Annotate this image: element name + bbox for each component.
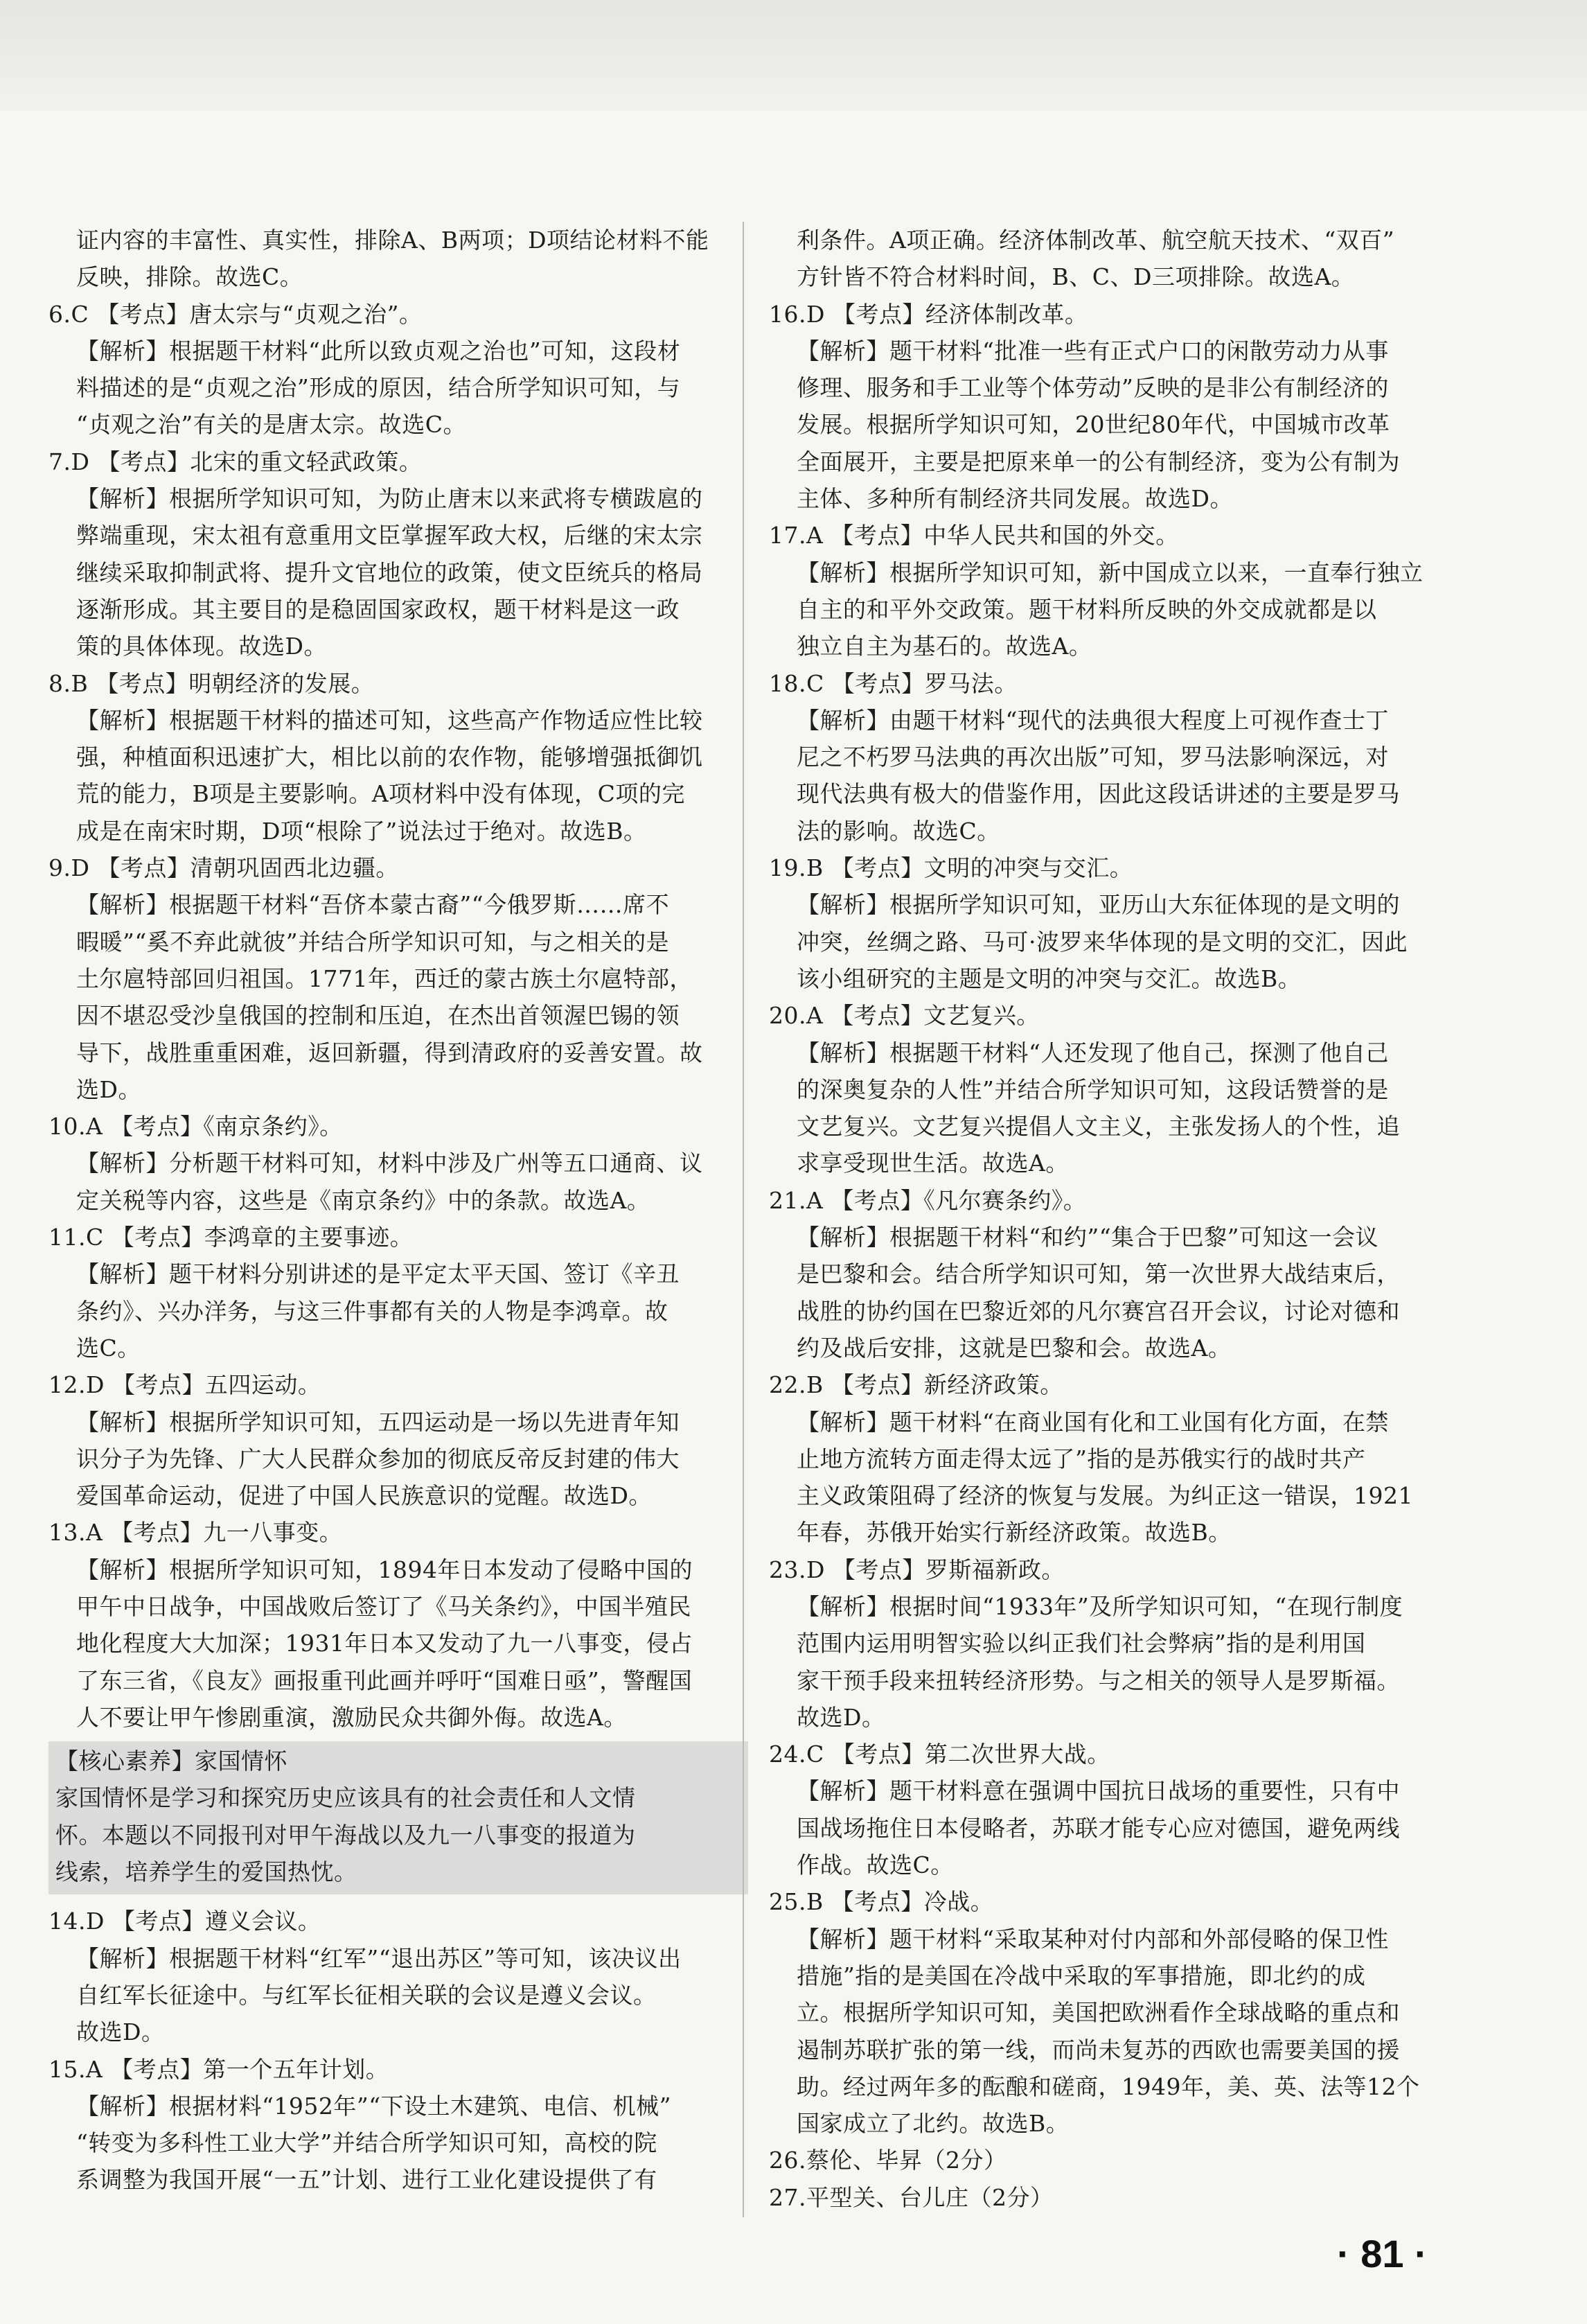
answer-text-line: 遏制苏联扩张的第一线，而尚未复苏的西欧也需要美国的援 xyxy=(797,2036,1400,2063)
answer-heading: 15.A 【考点】第一个五年计划。 xyxy=(48,2055,389,2083)
answer-heading: 24.C 【考点】第二次世界大战。 xyxy=(769,1741,1110,1768)
answer-heading: 22.B 【考点】新经济政策。 xyxy=(769,1371,1063,1399)
core-literacy-text: 家国情怀是学习和探究历史应该具有的社会责任和人文情 xyxy=(55,1784,636,1812)
answer-text-line: 选D。 xyxy=(76,1075,141,1103)
answer-text-line: 止地方流转方面走得太远了”指的是苏俄实行的战时共产 xyxy=(797,1445,1366,1472)
answer-text-line: 故选D。 xyxy=(797,1703,885,1731)
answer-text-line: 该小组研究的主题是文明的冲突与交汇。故选B。 xyxy=(797,965,1302,992)
answer-text-line: 【解析】分析题干材料可知，材料中涉及广州等五口通商、议 xyxy=(76,1150,703,1177)
answer-text-line: 【解析】根据所学知识可知，亚历山大东征体现的是文明的 xyxy=(797,891,1400,919)
answer-heading: 10.A 【考点】《南京条约》。 xyxy=(48,1113,343,1141)
answer-text-line: 现代法典有极大的借鉴作用，因此这段话讲述的主要是罗马 xyxy=(797,780,1400,808)
answer-text-line: 主体、多种所有制经济共同发展。故选D。 xyxy=(797,485,1233,513)
answer-text-line: 条约》、兴办洋务，与这三件事都有关的人物是李鸿章。故 xyxy=(76,1297,668,1325)
answer-text-line: 国家成立了北约。故选B。 xyxy=(797,2110,1070,2138)
right-column xyxy=(769,222,1462,2216)
page-number: · 81 · xyxy=(1337,2232,1428,2275)
answer-text-line: 因不堪忍受沙皇俄国的控制和压迫，在杰出首领渥巴锡的领 xyxy=(76,1002,680,1030)
answer-text-line: 立。根据所学知识可知，美国把欧洲看作全球战略的重点和 xyxy=(797,1999,1400,2027)
answer-heading: 7.D 【考点】北宋的重文轻武政策。 xyxy=(48,448,423,475)
answer-text-line: 【解析】根据所学知识可知，为防止唐末以来武将专横跋扈的 xyxy=(76,485,703,513)
answer-text-line: 助。经过两年多的酝酿和磋商，1949年，美、英、法等12个 xyxy=(797,2072,1420,2100)
core-literacy-text: 怀。本题以不同报刊对甲午海战以及九一八事变的报道为 xyxy=(55,1821,636,1849)
left-column xyxy=(48,222,741,2199)
answer-text-line: 自红军长征途中。与红军长征相关联的会议是遵义会议。 xyxy=(76,1981,657,2009)
answer-text-line: “贞观之治”有关的是唐太宗。故选C。 xyxy=(76,411,466,439)
answer-text-line: 独立自主为基石的。故选A。 xyxy=(797,633,1092,660)
answer-text-line: 识分子为先锋、广大人民群众参加的彻底反帝反封建的伟大 xyxy=(76,1445,680,1472)
answer-text-line: 约及战后安排，这就是巴黎和会。故选A。 xyxy=(797,1334,1232,1362)
answer-text-line: 故选D。 xyxy=(76,2018,165,2046)
answer-heading: 13.A 【考点】九一八事变。 xyxy=(48,1519,343,1547)
answer-text-line: 作战。故选C。 xyxy=(797,1851,954,1879)
answer-text-line: 【解析】根据题干材料“和约”“集合于巴黎”可知这一会议 xyxy=(797,1224,1378,1251)
answer-text-line: 了东三省，《良友》画报重刊此画并呼吁“国难日亟”，警醒国 xyxy=(76,1666,693,1694)
answer-heading: 25.B 【考点】冷战。 xyxy=(769,1888,994,1916)
answer-heading: 16.D 【考点】经济体制改革。 xyxy=(769,300,1088,328)
answer-text-line: 是巴黎和会。结合所学知识可知，第一次世界大战结束后， xyxy=(797,1260,1400,1288)
answer-text-line: 冲突，丝绸之路、马可·波罗来华体现的是文明的交汇，因此 xyxy=(797,928,1408,956)
answer-text-line: 暇暖”“奚不弃此就彼”并结合所学知识可知，与之相关的是 xyxy=(76,928,670,956)
answer-text-line: 自主的和平外交政策。题干材料所反映的外交成就都是以 xyxy=(797,595,1377,623)
answer-text-line: 主义政策阻碍了经济的恢复与发展。为纠正这一错误，1921 xyxy=(797,1482,1413,1510)
answer-text-line: 方针皆不符合材料时间，B、C、D三项排除。故选A。 xyxy=(797,263,1355,291)
answer-text-line: 【解析】根据所学知识可知，五四运动是一场以先进青年知 xyxy=(76,1408,680,1436)
answer-text-line: 【解析】根据所学知识可知，1894年日本发动了侵略中国的 xyxy=(76,1556,693,1583)
page-top-margin xyxy=(0,0,1587,111)
answer-text-line: 【解析】根据题干材料“吾侪本蒙古裔”“今俄罗斯……席不 xyxy=(76,891,670,919)
answer-text-line: 的深奥复杂的人性”并结合所学知识可知，这段话赞誉的是 xyxy=(797,1075,1389,1103)
answer-text-line: 国战场拖住日本侵略者，苏联才能专心应对德国，避免两线 xyxy=(797,1814,1400,1842)
answer-text-line: 全面展开，主要是把原来单一的公有制经济，变为公有制为 xyxy=(797,448,1400,475)
answer-text-line: 爱国革命运动，促进了中国人民族意识的觉醒。故选D。 xyxy=(76,1482,652,1510)
answer-text-line: 【解析】根据时间“1933年”及所学知识可知，“在现行制度 xyxy=(797,1592,1403,1620)
answer-text-line: 人不要让甲午惨剧重演，激励民众共御外侮。故选A。 xyxy=(76,1703,627,1731)
answer-text-line: 荒的能力，B项是主要影响。A项材料中没有体现，C项的完 xyxy=(76,780,685,808)
core-literacy-text: 线索，培养学生的爱国热忱。 xyxy=(55,1858,357,1886)
core-literacy-title: 【核心素养】家国情怀 xyxy=(55,1748,287,1775)
answer-heading: 20.A 【考点】文艺复兴。 xyxy=(769,1002,1040,1030)
answer-text-line: 反映，排除。故选C。 xyxy=(76,263,303,291)
answer-heading: 18.C 【考点】罗马法。 xyxy=(769,669,1018,697)
answer-text-line: 法的影响。故选C。 xyxy=(797,817,1000,845)
answer-text-line: 成是在南宋时期，D项“根除了”说法过于绝对。故选B。 xyxy=(76,817,647,845)
answer-text-line: 【解析】根据题干材料的描述可知，这些高产作物适应性比较 xyxy=(76,706,703,734)
answer-heading: 8.B 【考点】明朝经济的发展。 xyxy=(48,669,375,697)
answer-text-line: 求享受现世生活。故选A。 xyxy=(797,1150,1069,1177)
answer-text-line: 选C。 xyxy=(76,1334,141,1362)
answer-text-line: 【解析】题干材料“采取某种对付内部和外部侵略的保卫性 xyxy=(797,1925,1389,1953)
answer-heading: 23.D 【考点】罗斯福新政。 xyxy=(769,1556,1065,1583)
answer-text-line: 范围内运用明智实验以纠正我们社会弊病”指的是利用国 xyxy=(797,1630,1366,1657)
answer-text-line: 逐渐形成。其主要目的是稳固国家政权，题干材料是这一政 xyxy=(76,595,680,623)
answer-text-line: 尼之不朽罗马法典的再次出版”可知，罗马法影响深远，对 xyxy=(797,743,1389,771)
answer-text-line: 【解析】根据题干材料“人还发现了他自己，探测了他自己 xyxy=(797,1039,1389,1066)
answer-text-line: 【解析】题干材料“批准一些有正式户口的闲散劳动力从事 xyxy=(797,337,1389,364)
answer-text-line: 年春，苏俄开始实行新经济政策。故选B。 xyxy=(797,1519,1232,1547)
answer-text-line: 继续采取抑制武将、提升文官地位的政策，使文臣统兵的格局 xyxy=(76,558,703,586)
answer-text-line: 【解析】题干材料意在强调中国抗日战场的重要性，只有中 xyxy=(797,1777,1400,1805)
answer-heading: 11.C 【考点】李鸿章的主要事迹。 xyxy=(48,1224,414,1251)
answer-text-line: 【解析】根据题干材料“红军”“退出苏区”等可知，该决议出 xyxy=(76,1944,682,1972)
answer-heading: 14.D 【考点】遵义会议。 xyxy=(48,1908,321,1935)
answer-text-line: 【解析】根据材料“1952年”“下设土木建筑、电信、机械” xyxy=(76,2092,671,2120)
answer-text-line: 策的具体体现。故选D。 xyxy=(76,633,327,660)
answer-text-line: 【解析】题干材料“在商业国有化和工业国有化方面，在禁 xyxy=(797,1408,1389,1436)
answer-heading: 6.C 【考点】唐太宗与“贞观之治”。 xyxy=(48,300,423,328)
answer-text-line: 料描述的是“贞观之治”形成的原因，结合所学知识可知，与 xyxy=(76,374,681,402)
answer-text-line: 【解析】由题干材料“现代的法典很大程度上可视作查士丁 xyxy=(797,706,1389,734)
answer-heading: 26.蔡伦、毕昇（2分） xyxy=(769,2147,1007,2174)
answer-text-line: 甲午中日战争，中国战败后签订了《马关条约》，中国半殖民 xyxy=(76,1592,691,1620)
answer-text-line: 导下，战胜重重困难，返回新疆，得到清政府的妥善安置。故 xyxy=(76,1039,703,1066)
answer-text-line: 弊端重现，宋太祖有意重用文臣掌握军政大权，后继的宋太宗 xyxy=(76,522,703,549)
answer-text-line: 强，种植面积迅速扩大，相比以前的农作物，能够增强抵御饥 xyxy=(76,743,703,771)
answer-heading: 27.平型关、台儿庄（2分） xyxy=(769,2183,1054,2211)
answer-text-line: 【解析】题干材料分别讲述的是平定太平天国、签订《辛丑 xyxy=(76,1260,680,1288)
answer-text-line: 家干预手段来扭转经济形势。与之相关的领导人是罗斯福。 xyxy=(797,1666,1400,1694)
answer-text-line: 定关税等内容，这些是《南京条约》中的条款。故选A。 xyxy=(76,1186,650,1214)
answer-heading: 9.D 【考点】清朝巩固西北边疆。 xyxy=(48,854,399,882)
answer-text-line: 土尔扈特部回归祖国。1771年，西迁的蒙古族土尔扈特部， xyxy=(76,965,693,992)
answer-text-line: 证内容的丰富性、真实性，排除A、B两项；D项结论材料不能 xyxy=(76,227,709,254)
column-divider xyxy=(743,222,744,2217)
answer-text-line: 发展。根据所学知识可知，20世纪80年代，中国城市改革 xyxy=(797,411,1390,439)
answer-heading: 19.B 【考点】文明的冲突与交汇。 xyxy=(769,854,1133,882)
answer-text-line: 系调整为我国开展“一五”计划、进行工业化建设提供了有 xyxy=(76,2166,657,2194)
answer-text-line: 【解析】根据题干材料“此所以致贞观之治也”可知，这段材 xyxy=(76,337,681,364)
answer-text-line: 措施”指的是美国在冷战中采取的军事措施，即北约的成 xyxy=(797,1962,1366,1989)
answer-text-line: 【解析】根据所学知识可知，新中国成立以来，一直奉行独立 xyxy=(797,558,1424,586)
answer-text-line: 利条件。A项正确。经济体制改革、航空航天技术、“双百” xyxy=(797,227,1395,254)
answer-heading: 17.A 【考点】中华人民共和国的外交。 xyxy=(769,522,1179,549)
answer-heading: 21.A 【考点】《凡尔赛条约》。 xyxy=(769,1186,1087,1214)
answer-text-line: 地化程度大大加深；1931年日本又发动了九一八事变，侵占 xyxy=(76,1630,693,1657)
answer-heading: 12.D 【考点】五四运动。 xyxy=(48,1371,321,1399)
answer-text-line: 战胜的协约国在巴黎近郊的凡尔赛宫召开会议，讨论对德和 xyxy=(797,1297,1400,1325)
answer-text-line: “转变为多科性工业大学”并结合所学知识可知，高校的院 xyxy=(76,2129,657,2157)
answer-text-line: 修理、服务和手工业等个体劳动”反映的是非公有制经济的 xyxy=(797,374,1389,402)
answer-text-line: 文艺复兴。文艺复兴提倡人文主义，主张发扬人的个性，追 xyxy=(797,1113,1400,1141)
core-literacy-box xyxy=(48,1741,748,1894)
